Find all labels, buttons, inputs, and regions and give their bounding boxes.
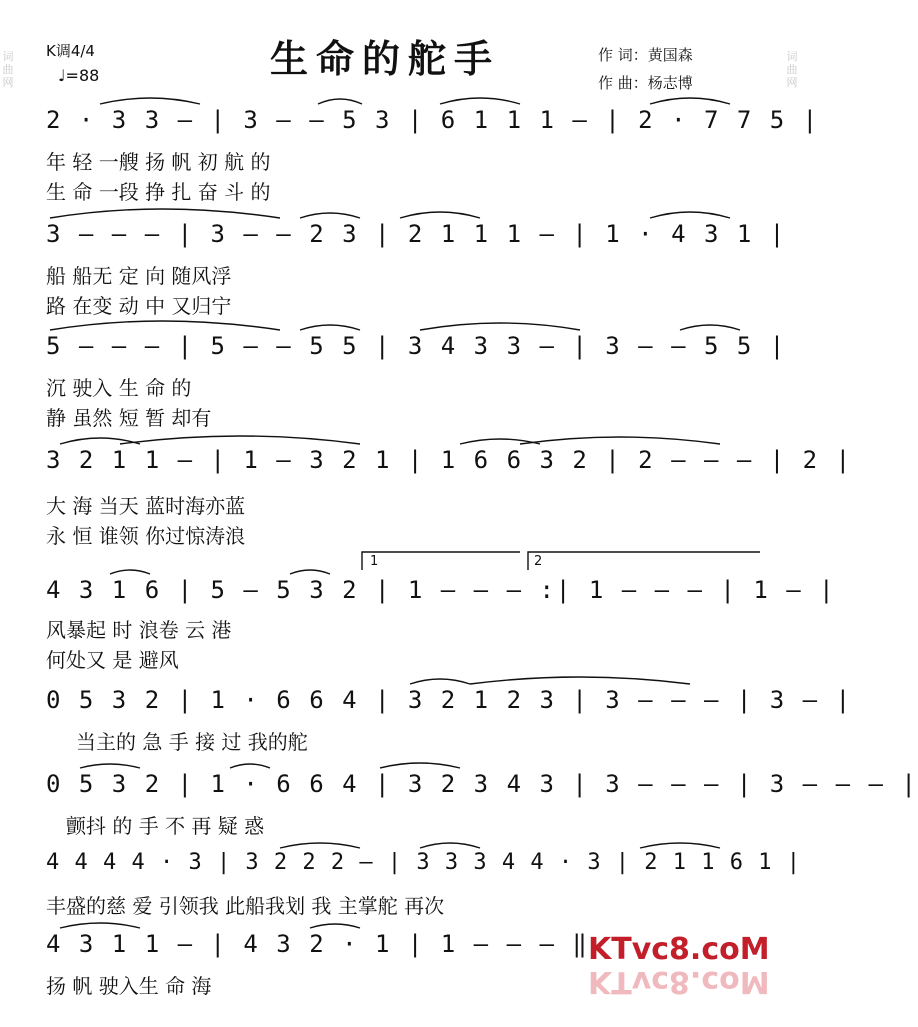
staff-row-6-lyrics-1: 当主的 急 手 接 过 我的舵 xyxy=(76,730,308,754)
slur xyxy=(440,98,520,104)
key-meter: K调4/4 xyxy=(46,42,95,60)
slur xyxy=(420,843,480,848)
side-watermark-text: 词曲网 xyxy=(2,50,14,89)
staff-row-4-notes: 3 2 1 1 — | 1 — 3 2 1 | 1 6 6 3 2 | 2 — — — | 2 | xyxy=(46,446,853,474)
staff-row-3-lyrics-2: 静 虽然 短 暂 却有 xyxy=(46,406,212,430)
slur xyxy=(410,679,470,684)
volta-1-bracket xyxy=(362,552,520,570)
slur xyxy=(290,570,330,574)
staff-row-1-notes: 2 · 3 3 — | 3 — — 5 3 | 6 1 1 1 — | 2 · 7 7 5 | xyxy=(46,106,820,134)
lyricist: 作 词：黄国森 xyxy=(598,46,693,64)
staff-row-9-lyrics-1: 扬 帆 驶入生 命 海 xyxy=(46,974,212,998)
tempo: ♩=88 xyxy=(58,66,100,85)
slur xyxy=(318,99,362,104)
slur xyxy=(650,212,730,218)
staff-row-1-lyrics-1: 年 轻 一艘 扬 帆 初 航 的 xyxy=(46,150,271,174)
staff-row-1-lyrics-2: 生 命 一段 挣 扎 奋 斗 的 xyxy=(46,180,271,204)
staff-row-8-notes: 4 4 4 4 · 3 | 3 2 2 2 — | 3 3 3 4 4 · 3 | 2 1 1 6 1 | xyxy=(46,850,801,875)
staff-row-4-lyrics-1: 大 海 当天 蓝时海亦蓝 xyxy=(46,494,246,518)
staff-row-5-notes: 4 3 1 6 | 5 — 5 3 2 | 1 — — — :| 1 — — — | 1 — | xyxy=(46,576,836,604)
staff-row-9-notes: 4 3 1 1 — | 4 3 2 · 1 | 1 — — — ‖ xyxy=(46,930,589,958)
slur xyxy=(120,436,360,444)
staff-row-7-notes: 0 5 3 2 | 1 · 6 6 4 | 3 2 3 4 3 | 3 — — — | 3 — — — | xyxy=(46,770,918,798)
ktvc8-logo-reflection: KTvc8.coM xyxy=(588,964,770,999)
slur xyxy=(100,98,200,104)
slur xyxy=(230,764,270,768)
slur xyxy=(60,438,140,444)
volta-2-bracket xyxy=(528,552,760,570)
staff-row-2-lyrics-1: 船 船无 定 向 随风浮 xyxy=(46,264,232,288)
volta-1-label: 1 xyxy=(370,554,379,569)
staff-row-7-lyrics-1: 颤抖 的 手 不 再 疑 惑 xyxy=(66,814,265,838)
staff-row-2-lyrics-2: 路 在变 动 中 又归宁 xyxy=(46,294,232,318)
slur xyxy=(310,924,360,928)
staff-row-8-lyrics-1: 丰盛的慈 爱 引领我 此船我划 我 主掌舵 再次 xyxy=(46,894,445,918)
ktvc8-logo: KTvc8.coM xyxy=(588,932,770,967)
slur xyxy=(460,439,540,444)
page-title: 生命的舵手 xyxy=(270,37,501,81)
staff-row-5-lyrics-2: 何处又 是 避风 xyxy=(46,648,179,672)
slur xyxy=(520,437,720,444)
side-watermark-right xyxy=(786,50,798,89)
side-watermark-text: 词曲网 xyxy=(786,50,798,89)
slur xyxy=(280,843,360,848)
slur xyxy=(470,677,690,684)
slur xyxy=(420,323,580,330)
slur xyxy=(380,763,460,768)
slur xyxy=(50,321,280,330)
volta-2-label: 2 xyxy=(534,554,543,569)
side-watermark-left xyxy=(2,50,14,89)
slur xyxy=(640,843,720,848)
staff-row-6-notes: 0 5 3 2 | 1 · 6 6 4 | 3 2 1 2 3 | 3 — — — | 3 — | xyxy=(46,686,853,714)
slur xyxy=(680,325,740,330)
staff-row-3-notes: 5 — — — | 5 — — 5 5 | 3 4 3 3 — | 3 — — 5 5 | xyxy=(46,332,787,360)
slur xyxy=(50,209,280,218)
slur xyxy=(400,212,480,218)
composer: 作 曲：杨志博 xyxy=(598,74,693,92)
slur xyxy=(60,923,140,928)
slur xyxy=(300,325,360,330)
slur xyxy=(300,213,360,218)
staff-row-2-notes: 3 — — — | 3 — — 2 3 | 2 1 1 1 — | 1 · 4 3 1 | xyxy=(46,220,787,248)
staff-row-3-lyrics-1: 沉 驶入 生 命 的 xyxy=(46,376,192,400)
slur xyxy=(650,98,730,104)
slur xyxy=(80,764,140,768)
slur xyxy=(110,570,150,574)
staff-row-5-lyrics-1: 风暴起 时 浪卷 云 港 xyxy=(46,618,232,642)
staff-row-4-lyrics-2: 永 恒 谁领 你过惊涛浪 xyxy=(46,524,246,548)
